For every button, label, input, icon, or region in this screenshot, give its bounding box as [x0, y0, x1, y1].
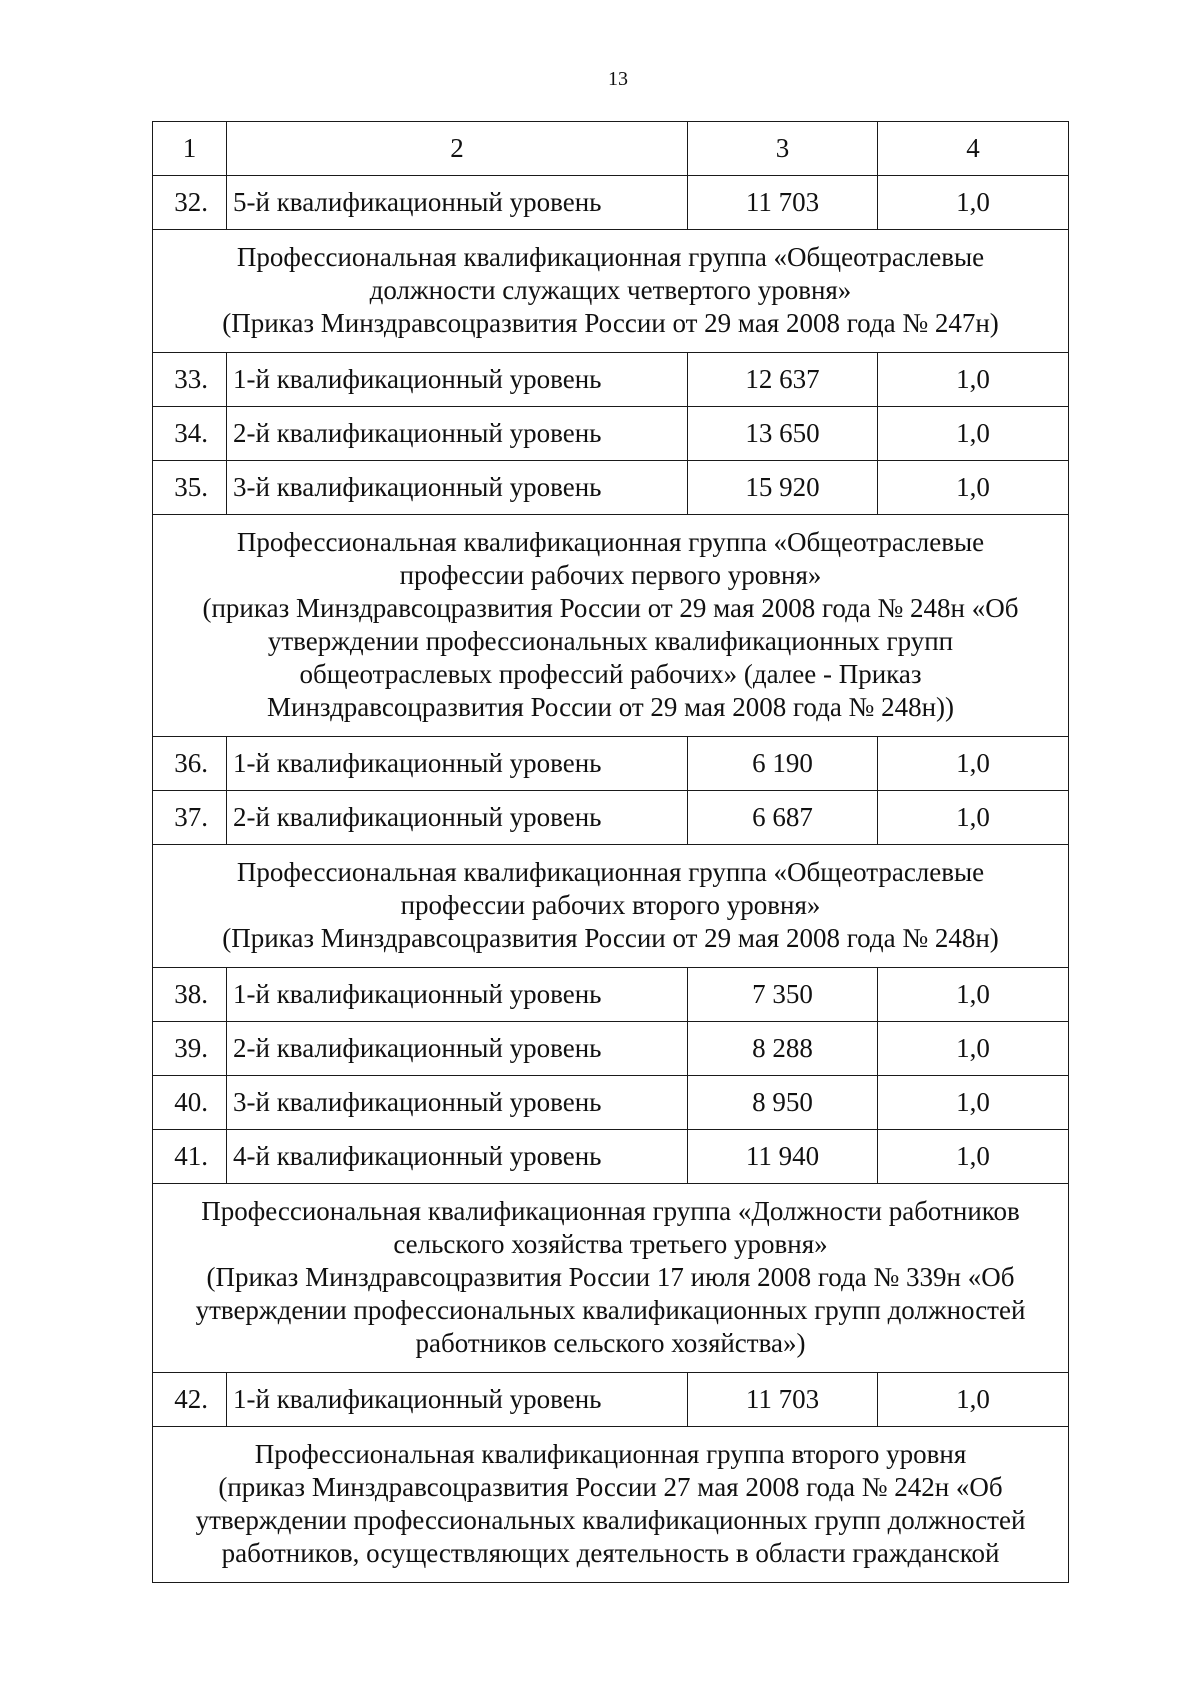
qualification-level: 3-й квалификационный уровень — [227, 461, 688, 515]
salary-value: 8 288 — [688, 1022, 878, 1076]
table-row — [153, 737, 1069, 791]
group-header-line: утверждении профессиональных квалификационных групп должностей — [195, 1505, 1026, 1535]
qualification-level: 1-й квалификационный уровень — [227, 353, 688, 407]
group-header-row — [153, 845, 1069, 968]
row-number: 38. — [153, 968, 227, 1022]
group-header-line: Профессиональная квалификационная группа «Должности работников — [201, 1196, 1020, 1226]
row-number: 34. — [153, 407, 227, 461]
salary-value: 6 190 — [688, 737, 878, 791]
row-number: 35. — [153, 461, 227, 515]
qualification-level: 2-й квалификационный уровень — [227, 407, 688, 461]
table-row — [153, 461, 1069, 515]
row-number: 41. — [153, 1130, 227, 1184]
group-header-line: Профессиональная квалификационная группа «Общеотраслевые — [236, 242, 985, 272]
group-header-row — [153, 515, 1069, 737]
coefficient-value: 1,0 — [878, 791, 1069, 845]
column-header-4: 4 — [878, 122, 1069, 176]
table-row — [153, 353, 1069, 407]
qualification-level: 3-й квалификационный уровень — [227, 1076, 688, 1130]
coefficient-value: 1,0 — [878, 353, 1069, 407]
qualification-level: 2-й квалификационный уровень — [227, 791, 688, 845]
group-header-line: (приказ Минздравсоцразвития России от 29 мая 2008 года № 248н «Об — [202, 593, 1019, 623]
salary-value: 11 703 — [688, 176, 878, 230]
coefficient-value: 1,0 — [878, 1022, 1069, 1076]
qualification-level: 1-й квалификационный уровень — [227, 1373, 688, 1427]
group-header-line: профессии рабочих второго уровня» — [400, 890, 821, 920]
qualification-level: 4-й квалификационный уровень — [227, 1130, 688, 1184]
group-header — [153, 230, 1069, 353]
column-number-row — [153, 122, 1069, 176]
table-row — [153, 1373, 1069, 1427]
row-number: 33. — [153, 353, 227, 407]
coefficient-value: 1,0 — [878, 968, 1069, 1022]
column-header-3: 3 — [688, 122, 878, 176]
group-header — [153, 845, 1069, 968]
page-number: 13 — [608, 68, 628, 90]
salary-value: 11 703 — [688, 1373, 878, 1427]
salary-table — [152, 121, 1069, 1583]
coefficient-value: 1,0 — [878, 1076, 1069, 1130]
group-header-line: сельского хозяйства третьего уровня» — [393, 1229, 828, 1259]
qualification-level: 2-й квалификационный уровень — [227, 1022, 688, 1076]
group-header — [153, 1427, 1069, 1583]
salary-value: 15 920 — [688, 461, 878, 515]
table-row — [153, 1022, 1069, 1076]
group-header-line: общеотраслевых профессий рабочих» (далее - Приказ — [299, 659, 922, 689]
salary-value: 6 687 — [688, 791, 878, 845]
row-number: 32. — [153, 176, 227, 230]
row-number: 40. — [153, 1076, 227, 1130]
group-header — [153, 1184, 1069, 1373]
table-row — [153, 1130, 1069, 1184]
qualification-level: 1-й квалификационный уровень — [227, 968, 688, 1022]
group-header-row — [153, 1427, 1069, 1583]
coefficient-value: 1,0 — [878, 461, 1069, 515]
group-header-line: должности служащих четвертого уровня» — [369, 275, 852, 305]
group-header-line: утверждении профессиональных квалификационных групп — [267, 626, 954, 656]
row-number: 39. — [153, 1022, 227, 1076]
coefficient-value: 1,0 — [878, 737, 1069, 791]
group-header-line: профессии рабочих первого уровня» — [399, 560, 822, 590]
group-header-line: (Приказ Минздравсоцразвития России 17 июля 2008 года № 339н «Об — [206, 1262, 1015, 1292]
column-header-2: 2 — [227, 122, 688, 176]
group-header-line: утверждении профессиональных квалификационных групп должностей — [195, 1295, 1026, 1325]
group-header-line: (приказ Минздравсоцразвития России 27 мая 2008 года № 242н «Об — [218, 1472, 1003, 1502]
column-header-1: 1 — [153, 122, 227, 176]
salary-value: 13 650 — [688, 407, 878, 461]
salary-value: 8 950 — [688, 1076, 878, 1130]
group-header-line: Минздравсоцразвития России от 29 мая 2008 года № 248н)) — [266, 692, 954, 722]
table-row — [153, 968, 1069, 1022]
row-number: 37. — [153, 791, 227, 845]
coefficient-value: 1,0 — [878, 176, 1069, 230]
table-row — [153, 791, 1069, 845]
row-number: 36. — [153, 737, 227, 791]
table-row — [153, 407, 1069, 461]
qualification-level: 5-й квалификационный уровень — [227, 176, 688, 230]
coefficient-value: 1,0 — [878, 1373, 1069, 1427]
group-header-line: Профессиональная квалификационная группа второго уровня — [254, 1439, 967, 1469]
coefficient-value: 1,0 — [878, 1130, 1069, 1184]
group-header — [153, 515, 1069, 737]
salary-value: 11 940 — [688, 1130, 878, 1184]
group-header-line: (Приказ Минздравсоцразвития России от 29 мая 2008 года № 247н) — [222, 308, 999, 338]
group-header-line: Профессиональная квалификационная группа «Общеотраслевые — [236, 857, 985, 887]
group-header-line: (Приказ Минздравсоцразвития России от 29 мая 2008 года № 248н) — [222, 923, 999, 953]
group-header-row — [153, 1184, 1069, 1373]
row-number: 42. — [153, 1373, 227, 1427]
table-row — [153, 176, 1069, 230]
table-row — [153, 1076, 1069, 1130]
salary-value: 7 350 — [688, 968, 878, 1022]
coefficient-value: 1,0 — [878, 407, 1069, 461]
group-header-line: работников, осуществляющих деятельность в области гражданской — [221, 1538, 1000, 1568]
qualification-level: 1-й квалификационный уровень — [227, 737, 688, 791]
group-header-row — [153, 230, 1069, 353]
group-header-line: Профессиональная квалификационная группа «Общеотраслевые — [236, 527, 985, 557]
group-header-line: работников сельского хозяйства») — [415, 1328, 806, 1358]
salary-value: 12 637 — [688, 353, 878, 407]
